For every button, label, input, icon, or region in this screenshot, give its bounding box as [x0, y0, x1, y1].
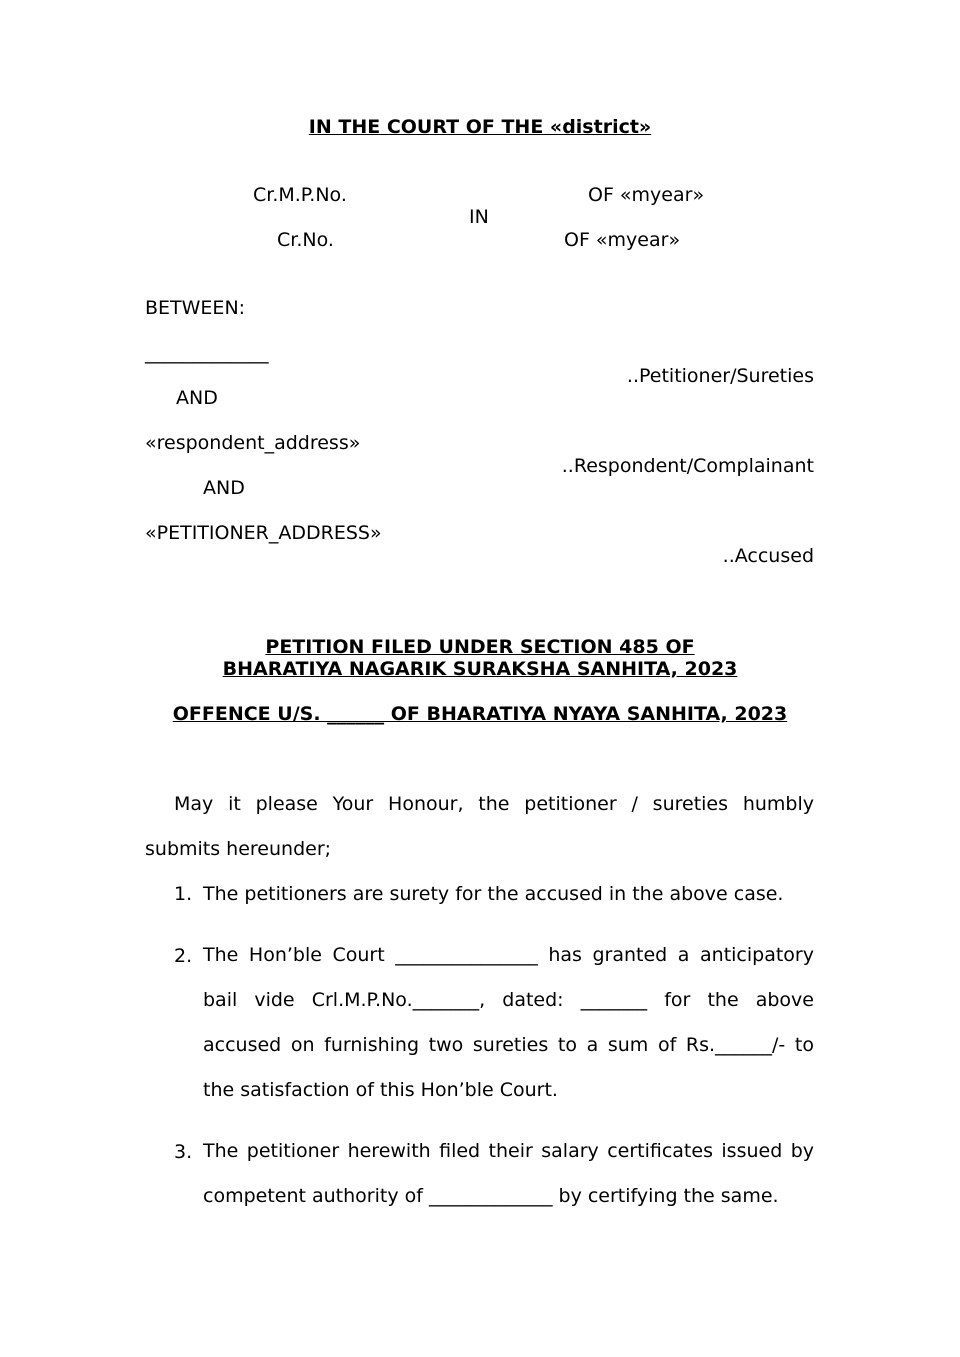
- crmp-label: Cr.M.P.No.: [253, 184, 347, 206]
- crmp-year: OF «myear»: [588, 184, 705, 206]
- item-number-2: 2.: [174, 945, 193, 967]
- court-title: IN THE COURT OF THE «district»: [308, 116, 652, 138]
- intro-line-1: May it please Your Honour, the petitioner / sureties humbly: [174, 793, 814, 815]
- item-text-2: The Hon’ble Court _______________ has granted a anticipatory bail vide Crl.M.P.No._______, dated: _______ for the above accused on furnishing two sureties to a sum of Rs.______/- to the satisfaction of this Hon’ble Court.: [203, 944, 814, 1101]
- accused-role: ..Accused: [722, 545, 814, 567]
- petition-title-line2: BHARATIYA NAGARIK SURAKSHA SANHITA, 2023: [222, 658, 738, 680]
- intro-line-2: submits hereunder;: [145, 838, 332, 860]
- between-label: BETWEEN:: [145, 297, 246, 319]
- petition-title-line1: PETITION FILED UNDER SECTION 485 OF: [265, 636, 695, 658]
- in-label: IN: [469, 206, 489, 228]
- and-separator-1: AND: [176, 387, 218, 409]
- petitioner-blank: _____________: [145, 342, 269, 364]
- respondent-address: «respondent_address»: [145, 432, 361, 454]
- item-number-3: 3.: [174, 1141, 193, 1163]
- item-number-1: 1.: [174, 883, 193, 905]
- accused-address: «PETITIONER_ADDRESS»: [145, 522, 382, 544]
- respondent-role: ..Respondent/Complainant: [561, 455, 814, 477]
- cr-label: Cr.No.: [277, 229, 334, 251]
- cr-year: OF «myear»: [564, 229, 681, 251]
- item-text-1: The petitioners are surety for the accused in the above case.: [203, 883, 784, 905]
- item-text-3: The petitioner herewith filed their salary certificates issued by competent authority of _____________ by certifying the same.: [203, 1140, 814, 1207]
- and-separator-2: AND: [203, 477, 245, 499]
- offence-line: OFFENCE U/S. ______ OF BHARATIYA NYAYA SANHITA, 2023: [172, 703, 788, 725]
- petitioner-role: ..Petitioner/Sureties: [626, 365, 814, 387]
